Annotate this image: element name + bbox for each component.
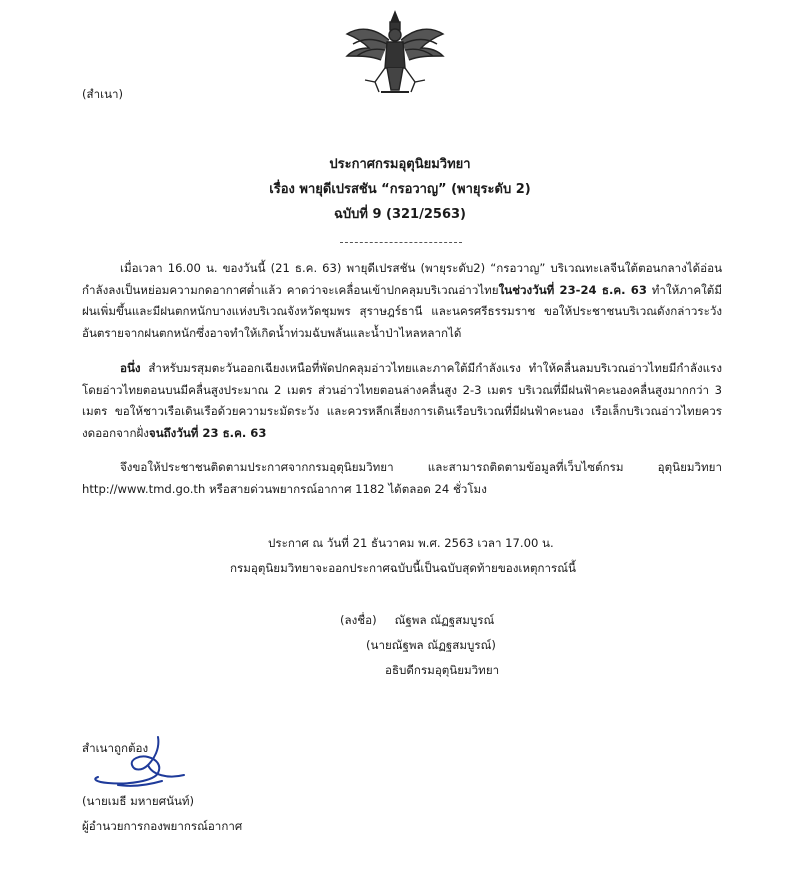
announcement-subject: เรื่อง พายุดีเปรสชัน “กรอวาญ” (พายุระดับ 2) xyxy=(269,182,531,197)
body-paragraph-3: จึงขอให้ประชาชนติดตามประกาศจากกรมอุตุนิยมวิทยา และสามารถติดตามข้อมูลที่เว็บไซต์กรม อุตุนิยมวิทยา http://www.tmd.go.th หรือสายด่วนพยากรณ์อากาศ 1182 ได้ตลอด 24 ชั่วโมง xyxy=(82,460,722,496)
certifier-title: ผู้อำนวยการกองพยากรณ์อากาศ xyxy=(82,819,243,833)
copy-label: (สำเนา) xyxy=(82,87,124,101)
final-notice: กรมอุตุนิยมวิทยาจะออกประกาศฉบับนี้เป็นฉบับสุดท้ายของเหตุการณ์นี้ xyxy=(230,561,576,575)
signer-position: อธิบดีกรมอุตุนิยมวิทยา xyxy=(385,663,500,677)
p2-date-emphasis: จนถึงวันที่ 23 ธ.ค. 63 xyxy=(148,425,267,440)
p2-text-b: สำหรับมรสุมตะวันออกเฉียงเหนือที่พัดปกคลุมอ่าวไทยและภาคใต้มีกำลังแรง ทำให้คลื่นลมบริเวณอ่าวไทยมีกำลังแรง โดยอ่าวไทยตอนบนมีคลื่นสูงประมาณ 2 เมตร ส่วนอ่าวไทยตอนล่างคลื่นสูง 2-3 เมตร บริเวณที่มีฝนฟ้าคะนองคลื่นสูงมากกว่า 3 เมตร ขอให้ชาวเรือเดินเรือด้วยความระมัดระวัง และควรหลีกเลี่ยงการเดินเรือบริเวณที่มีฝนฟ้าคะนอง เรือเล็กบริเวณอ่าวไทยควรงดออกจากฝั่ง xyxy=(82,361,722,440)
signed-label: (ลงชื่อ) xyxy=(340,613,377,627)
handwritten-signature xyxy=(88,735,208,795)
signed-name: ณัฐพล ณัฏฐสมบูรณ์ xyxy=(394,613,495,627)
announcement-date: ประกาศ ณ วันที่ 21 ธันวาคม พ.ศ. 2563 เวลา 17.00 น. xyxy=(268,536,554,550)
p1-date-emphasis: ในช่วงวันที่ 23-24 ธ.ค. 63 xyxy=(498,282,647,297)
title-divider xyxy=(340,242,462,243)
announcement-title: ประกาศกรมอุตุนิยมวิทยา xyxy=(329,157,471,172)
p1-text-a: เมื่อเวลา 16.00 น. ของวันนี้ (21 ธ.ค. 63) พายุดีเปรสชัน (พายุระดับ2) “กรอวาญ” บริเวณทะเลจีนใต้ตอนกลางได้อ่อนกำลังลงเป็นหย่อมความกดอากาศต่ำแล้ว คาดว่าจะเคลื่อนเข้าปกคลุมบริเวณอ่าวไทย xyxy=(82,261,722,297)
signer-full-name: (นายณัฐพล ณัฏฐสมบูรณ์) xyxy=(366,638,496,652)
p1-text-c: ทำให้ภาคใต้มีฝนเพิ่มขึ้นและมีฝนตกหนักบางแห่งบริเวณจังหวัดชุมพร สุราษฎร์ธานี และนครศรีธรรมราช ขอให้ประชาชนบริเวณดังกล่าวระวังอันตรายจากฝนตกหนักซึ่งอาจทำให้เกิดน้ำท่วมฉับพลันและน้ำป่าไหลหลากได้ xyxy=(82,282,722,340)
p2-lead-word: อนึ่ง xyxy=(120,361,141,375)
body-paragraph-1 xyxy=(82,258,722,344)
garuda-emblem xyxy=(335,8,455,98)
certifier-name: (นายเมธี มหายศนันท์) xyxy=(82,794,195,808)
announcement-number: ฉบับที่ 9 (321/2563) xyxy=(334,207,466,222)
body-paragraph-2 xyxy=(82,358,722,444)
signature-line xyxy=(340,612,494,630)
certified-copy-label: สำเนาถูกต้อง xyxy=(82,741,149,755)
